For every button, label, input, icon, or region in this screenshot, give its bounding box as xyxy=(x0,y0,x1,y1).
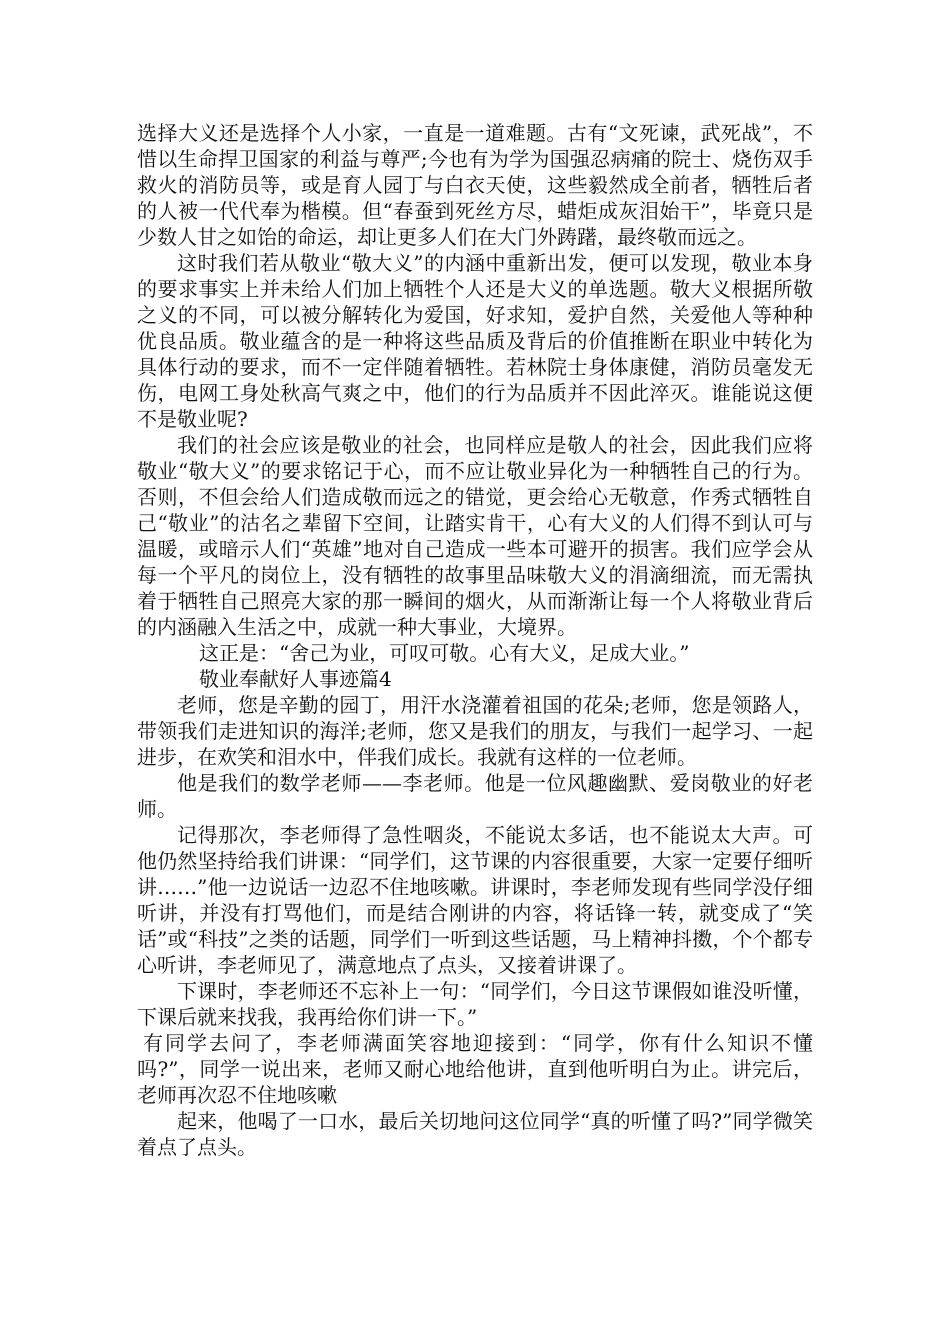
paragraph-3: 我们的社会应该是敬业的社会，也同样应是敬人的社会，因此我们应将敬业“敬大义”的要求铭记于心，而不应让敬业异化为一种牺牲自己的行为。否则，不但会给人们造成敬而远之的错觉，更会给心无敬意，作秀式牺牲自己“敬业”的沽名之辈留下空间，让踏实肯干，心有大义的人们得不到认可与温暖，或暗示人们“英雄”地对自己造成一些本可避开的损害。我们应学会从每一个平凡的岗位上，没有牺牲的故事里品味敬大义的涓滴细流，而无需执着于牺牲自己照亮大家的那一瞬间的烟火，从而渐渐让每一个人将敬业背后的内涵融入生活之中，成就一种大事业，大境界。 xyxy=(137,433,813,639)
document-page xyxy=(137,120,813,1160)
paragraph-8: 有同学去问了，李老师满面笑容地迎接到：“同学，你有什么知识不懂吗?”，同学一说出来，老师又耐心地给他讲，直到他听明白为止。讲完后，老师再次忍不住地咳嗽 xyxy=(137,1031,813,1107)
paragraph-1: 选择大义还是选择个人小家，一直是一道难题。古有“文死谏，武死战”，不惜以生命捍卫国家的利益与尊严;今也有为学为国强忍病痛的院士、烧伤双手救火的消防员等，或是育人园丁与白衣天使，这些毅然成全前者，牺牲后者的人被一代代奉为楷模。但“春蚕到死丝方尽，蜡炬成灰泪始干”，毕竟只是少数人甘之如饴的命运，却让更多人们在大门外踌躇，最终敬而远之。 xyxy=(137,121,813,249)
section-heading: 敬业奉献好人事迹篇4 xyxy=(199,667,392,691)
paragraph-9: 起来，他喝了一口水，最后关切地问这位同学“真的听懂了吗?”同学微笑着点了点头。 xyxy=(137,1109,813,1159)
paragraph-5: 他是我们的数学老师——李老师。他是一位风趣幽默、爱岗敬业的好老师。 xyxy=(137,771,813,821)
paragraph-4: 老师，您是辛勤的园丁，用汗水浇灌着祖国的花朵;老师，您是领路人，带领我们走进知识的海洋;老师，您又是我们的朋友，与我们一起学习、一起进步，在欢笑和泪水中，伴我们成长。我就有这样的一位老师。 xyxy=(137,693,813,769)
paragraph-2: 这时我们若从敬业“敬大义”的内涵中重新出发，便可以发现，敬业本身的要求事实上并未给人们加上牺牲个人还是大义的单选题。敬大义根据所敬之义的不同，可以被分解转化为爱国，好求知，爱护自然，关爱他人等种种优良品质。敬业蕴含的是一种将这些品质及背后的价值推断在职业中转化为具体行动的要求，而不一定伴随着牺牲。若林院士身体康健，消防员毫发无伤，电网工身处秋高气爽之中，他们的行为品质并不因此淬灭。谁能说这便不是敬业呢? xyxy=(137,251,813,431)
paragraph-7: 下课时，李老师还不忘补上一句：“同学们，今日这节课假如谁没听懂，下课后就来找我，我再给你们讲一下。” xyxy=(137,979,813,1029)
paragraph-6: 记得那次，李老师得了急性咽炎，不能说太多话，也不能说太大声。可他仍然坚持给我们讲课：“同学们，这节课的内容很重要，大家一定要仔细听讲……”他一边说话一边忍不住地咳嗽。讲课时，李老师发现有些同学没仔细听讲，并没有打骂他们，而是结合刚讲的内容，将话锋一转，就变成了“笑话”或“科技”之类的话题，同学们一听到这些话题，马上精神抖擞，个个都专心听讲，李老师见了，满意地点了点头，又接着讲课了。 xyxy=(137,823,813,977)
summary-quote: 这正是：“舍己为业，可叹可敬。心有大义，足成大业。” xyxy=(199,641,690,665)
